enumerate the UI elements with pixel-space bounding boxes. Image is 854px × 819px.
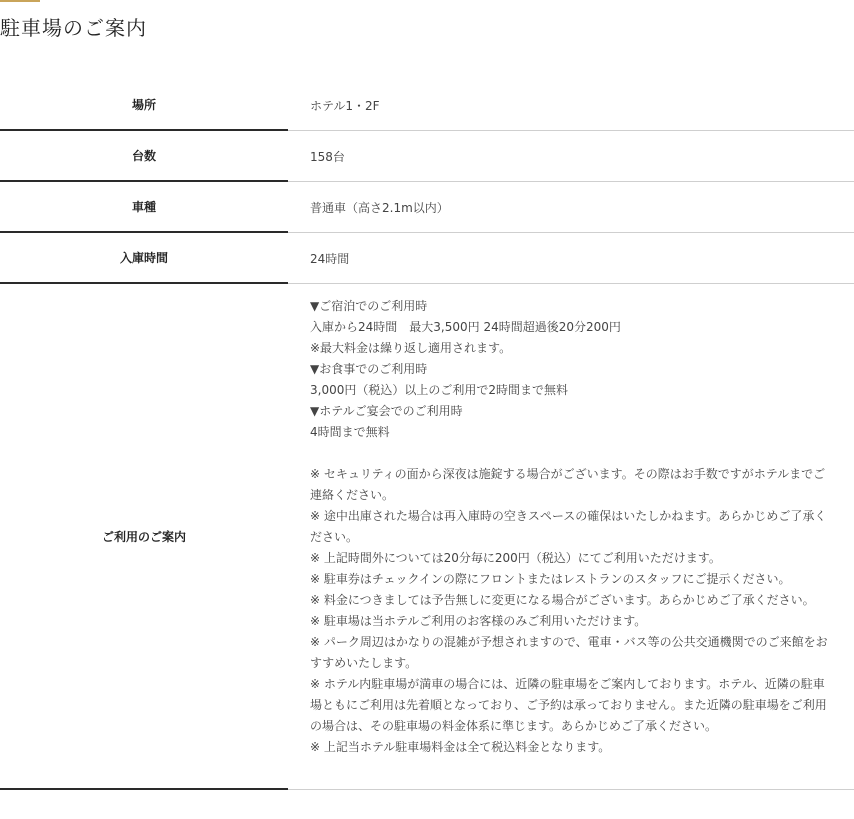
row-label-entry-hours: 入庫時間 — [0, 233, 288, 284]
row-value-entry-hours: 24時間 — [288, 233, 854, 284]
usage-line: 入庫から24時間 最大3,500円 24時間超過後20分200円 — [310, 320, 621, 334]
usage-guide-content — [310, 296, 834, 758]
usage-note: ※ 上記時間外については20分毎に200円（税込）にてご利用いただけます。 — [310, 551, 721, 565]
usage-note: ※ セキュリティの面から深夜は施錠する場合がございます。その際はお手数ですがホテルまでご連絡ください。 — [310, 467, 826, 502]
usage-line: ※最大料金は繰り返し適用されます。 — [310, 341, 512, 355]
usage-note: ※ ホテル内駐車場が満車の場合には、近隣の駐車場をご案内しております。ホテル、近隣の駐車場ともにご利用は先着順となっており、ご予約は承っておりません。また近隣の駐車場をご利用の場合は、その駐車場の料金体系に準じます。あらかじめご了承ください。 — [310, 677, 827, 733]
table-row-vehicle-type — [0, 182, 854, 233]
table-row-location — [0, 80, 854, 131]
row-value-capacity: 158台 — [288, 131, 854, 182]
usage-note: ※ 途中出庫された場合は再入庫時の空きスペースの確保はいたしかねます。あらかじめご了承ください。 — [310, 509, 827, 544]
usage-note: ※ 駐車券はチェックインの際にフロントまたはレストランのスタッフにご提示ください。 — [310, 572, 791, 586]
title-accent-bar — [0, 0, 40, 2]
usage-note: ※ 料金につきましては予告無しに変更になる場合がございます。あらかじめご了承ください。 — [310, 593, 815, 607]
table-row-usage-guide — [0, 284, 854, 790]
usage-notes — [310, 464, 834, 758]
usage-line: ▼ご宿泊でのご利用時 — [310, 299, 428, 313]
row-value-location: ホテル1・2F — [288, 80, 854, 131]
usage-line: 4時間まで無料 — [310, 425, 390, 439]
row-label-usage-guide: ご利用のご案内 — [0, 284, 288, 790]
row-label-capacity: 台数 — [0, 131, 288, 182]
table-row-entry-hours — [0, 233, 854, 284]
spacer — [310, 443, 834, 464]
row-value-usage-guide — [288, 284, 854, 790]
usage-note: ※ 駐車場は当ホテルご利用のお客様のみご利用いただけます。 — [310, 614, 647, 628]
usage-line: 3,000円（税込）以上のご利用で2時間まで無料 — [310, 383, 568, 397]
table-row-capacity — [0, 131, 854, 182]
page-title: 駐車場のご案内 — [0, 16, 147, 40]
row-label-vehicle-type: 車種 — [0, 182, 288, 233]
usage-line: ▼ホテルご宴会でのご利用時 — [310, 404, 463, 418]
row-value-vehicle-type: 普通車（高さ2.1m以内） — [288, 182, 854, 233]
usage-line: ▼お食事でのご利用時 — [310, 362, 428, 376]
row-label-location: 場所 — [0, 80, 288, 131]
parking-info-table — [0, 80, 854, 790]
usage-note: ※ パーク周辺はかなりの混雑が予想されますので、電車・バス等の公共交通機関でのご来館をおすすめいたします。 — [310, 635, 828, 670]
usage-note: ※ 上記当ホテル駐車場料金は全て税込料金となります。 — [310, 740, 611, 754]
